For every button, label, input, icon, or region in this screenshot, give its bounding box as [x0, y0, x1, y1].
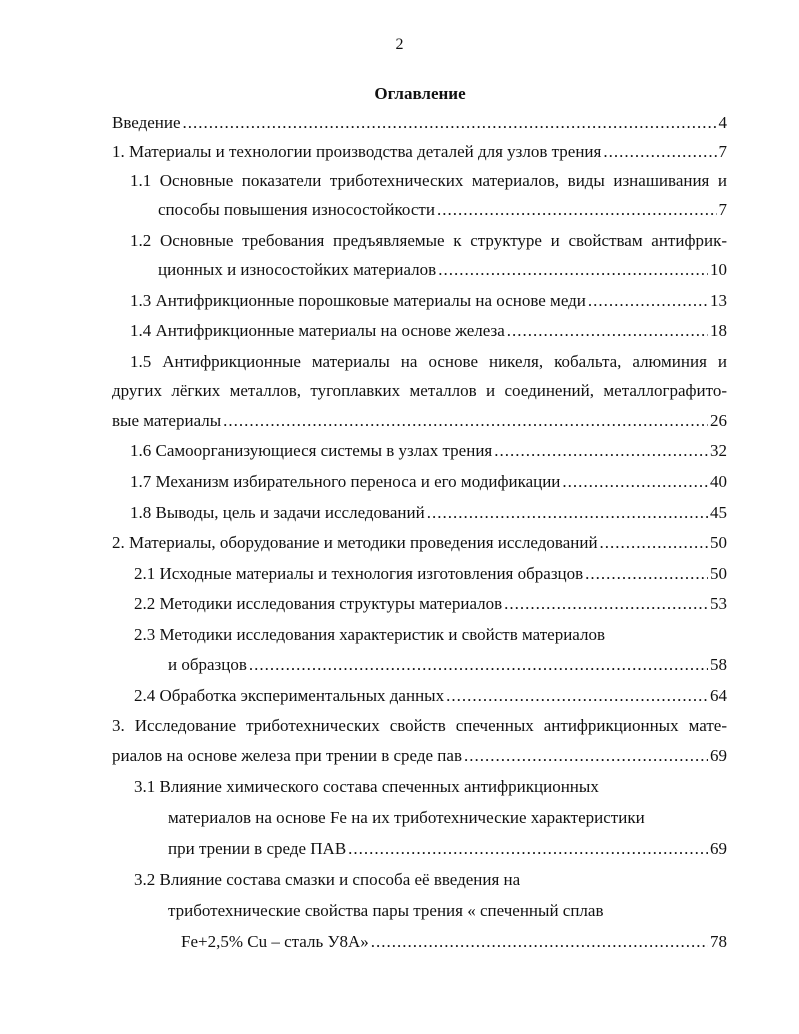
dot-leader: [249, 654, 708, 676]
dot-leader: [585, 563, 708, 585]
dot-leader: [446, 685, 708, 707]
page-number: 2: [395, 36, 404, 53]
dot-leader: [437, 199, 717, 221]
dot-leader: [562, 471, 708, 493]
dot-leader: [348, 838, 708, 860]
toc-page-number: 10: [710, 260, 727, 279]
toc-entry-3-line2: [112, 745, 727, 767]
toc-entry-text: 3.2 Влияние состава смазки и способа её введения на: [134, 870, 521, 889]
dot-leader: [183, 112, 717, 134]
dot-leader: [494, 440, 708, 462]
toc-entry-text: ционных и износостойких материалов: [158, 260, 437, 279]
toc-page-number: 58: [710, 655, 727, 674]
toc-entry-intro: [112, 112, 727, 134]
dot-leader: [438, 259, 708, 281]
toc-entry-text: 1.6 Самоорганизующиеся системы в узлах трения: [130, 441, 493, 460]
toc-page-number: 13: [710, 291, 727, 310]
toc-entry-1-5-line3: [112, 410, 727, 432]
toc-entry-3-2-line2: [168, 900, 603, 922]
toc-entry-text: 1.1 Основные показатели триботехнических материалов, виды изнашивания и: [130, 171, 727, 190]
toc-entry-1-5-line2: [112, 380, 727, 402]
toc-entry-1-2-line2: [158, 259, 727, 281]
toc-entry-text: 2.4 Обработка экспериментальных данных: [134, 686, 445, 705]
toc-entry-text: материалов на основе Fe на их триботехнические характеристики: [168, 808, 645, 827]
toc-entry-text: 1.4 Антифрикционные материалы на основе железа: [130, 321, 505, 340]
toc-entry-text: при трении в среде ПАВ: [168, 839, 347, 858]
toc-entry-1: [112, 141, 727, 163]
toc-page-number: 7: [718, 142, 727, 161]
toc-entry-text: 3.1 Влияние химического состава спеченных антифрикционных: [134, 777, 599, 796]
toc-entry-text: 1.3 Антифрикционные порошковые материалы на основе меди: [130, 291, 586, 310]
toc-page-number: 40: [710, 472, 727, 491]
toc-entry-text: 1.5 Антифрикционные материалы на основе никеля, кобальта, алюминия и: [130, 352, 727, 371]
toc-entry-text: вые материалы: [112, 411, 222, 430]
toc-page-number: 69: [710, 839, 727, 858]
toc-entry-text: способы повышения износостойкости: [158, 200, 435, 219]
toc-entry-3-2-line1: [134, 869, 520, 891]
toc-entry-text: риалов на основе железа при трении в среде пав: [112, 746, 462, 765]
toc-entry-3-line1: [112, 715, 727, 737]
toc-entry-text: 1.8 Выводы, цель и задачи исследований: [130, 503, 425, 522]
toc-entry-text: 1. Материалы и технологии производства деталей для узлов трения: [112, 142, 602, 161]
toc-page-number: 78: [710, 932, 727, 951]
dot-leader: [507, 320, 708, 342]
dot-leader: [600, 532, 708, 554]
toc-entry-2-4: [134, 685, 727, 707]
toc-entry-text: 2.1 Исходные материалы и технология изготовления образцов: [134, 564, 584, 583]
dot-leader: [504, 593, 708, 615]
toc-entry-1-3: [130, 290, 727, 312]
toc-entry-text: 3. Исследование триботехнических свойств спеченных антифрикционных мате-: [112, 716, 727, 735]
toc-entry-text: других лёгких металлов, тугоплавких металлов и соединений, металлографито-: [112, 381, 727, 400]
toc-page-number: 53: [710, 594, 727, 613]
toc-entry-2-2: [134, 593, 727, 615]
dot-leader: [371, 931, 708, 953]
toc-entry-1-5-line1: [130, 351, 727, 373]
toc-entry-text: 2. Материалы, оборудование и методики проведения исследований: [112, 533, 598, 552]
toc-page-number: 26: [710, 411, 727, 430]
toc-entry-text: триботехнические свойства пары трения « спеченный сплав: [168, 901, 604, 920]
toc-page-number: 18: [710, 321, 727, 340]
toc-entry-1-6: [130, 440, 727, 462]
toc-entry-text: 2.3 Методики исследования характеристик и свойств материалов: [134, 625, 605, 644]
toc-entry-1-2-line1: [130, 230, 727, 252]
toc-entry-3-1-line2: [168, 807, 645, 829]
toc-page-number: 32: [710, 441, 727, 460]
toc-entry-1-7: [130, 471, 727, 493]
toc-entry-2-3-line2: [168, 654, 727, 676]
toc-entry-text: 2.2 Методики исследования структуры материалов: [134, 594, 503, 613]
toc-entry-1-8: [130, 502, 727, 524]
toc-entry-2-3-line1: [134, 624, 605, 646]
toc-page-number: 4: [718, 113, 727, 132]
toc-entry-3-1-line1: [134, 776, 599, 798]
toc-page-number: 45: [710, 503, 727, 522]
toc-entry-text: 1.2 Основные требования предъявляемые к структуре и свойствам антифрик-: [130, 231, 727, 250]
dot-leader: [588, 290, 708, 312]
toc-entry-3-1-line3: [168, 838, 727, 860]
toc-title: Оглавление: [374, 84, 466, 103]
toc-entry-1-1-line2: [158, 199, 727, 221]
toc-entry-3-2-line3: [181, 931, 727, 953]
toc-entry-1-4: [130, 320, 727, 342]
toc-page-number: 7: [718, 200, 727, 219]
toc-page-number: 64: [710, 686, 727, 705]
toc-entry-text: Fe+2,5% Cu – сталь У8А»: [181, 932, 369, 951]
toc-entry-2-1: [134, 563, 727, 585]
toc-entry-text: и образцов: [168, 655, 247, 674]
toc-entry-text: 1.7 Механизм избирательного переноса и его модификации: [130, 472, 561, 491]
toc-entry-2: [112, 532, 727, 554]
toc-page-number: 50: [710, 533, 727, 552]
toc-page-number: 50: [710, 564, 727, 583]
toc-entry-text: Введение: [112, 113, 181, 132]
dot-leader: [223, 410, 708, 432]
dot-leader: [464, 745, 708, 767]
toc-entry-1-1-line1: [130, 170, 727, 192]
dot-leader: [603, 141, 716, 163]
toc-page-number: 69: [710, 746, 727, 765]
dot-leader: [427, 502, 708, 524]
